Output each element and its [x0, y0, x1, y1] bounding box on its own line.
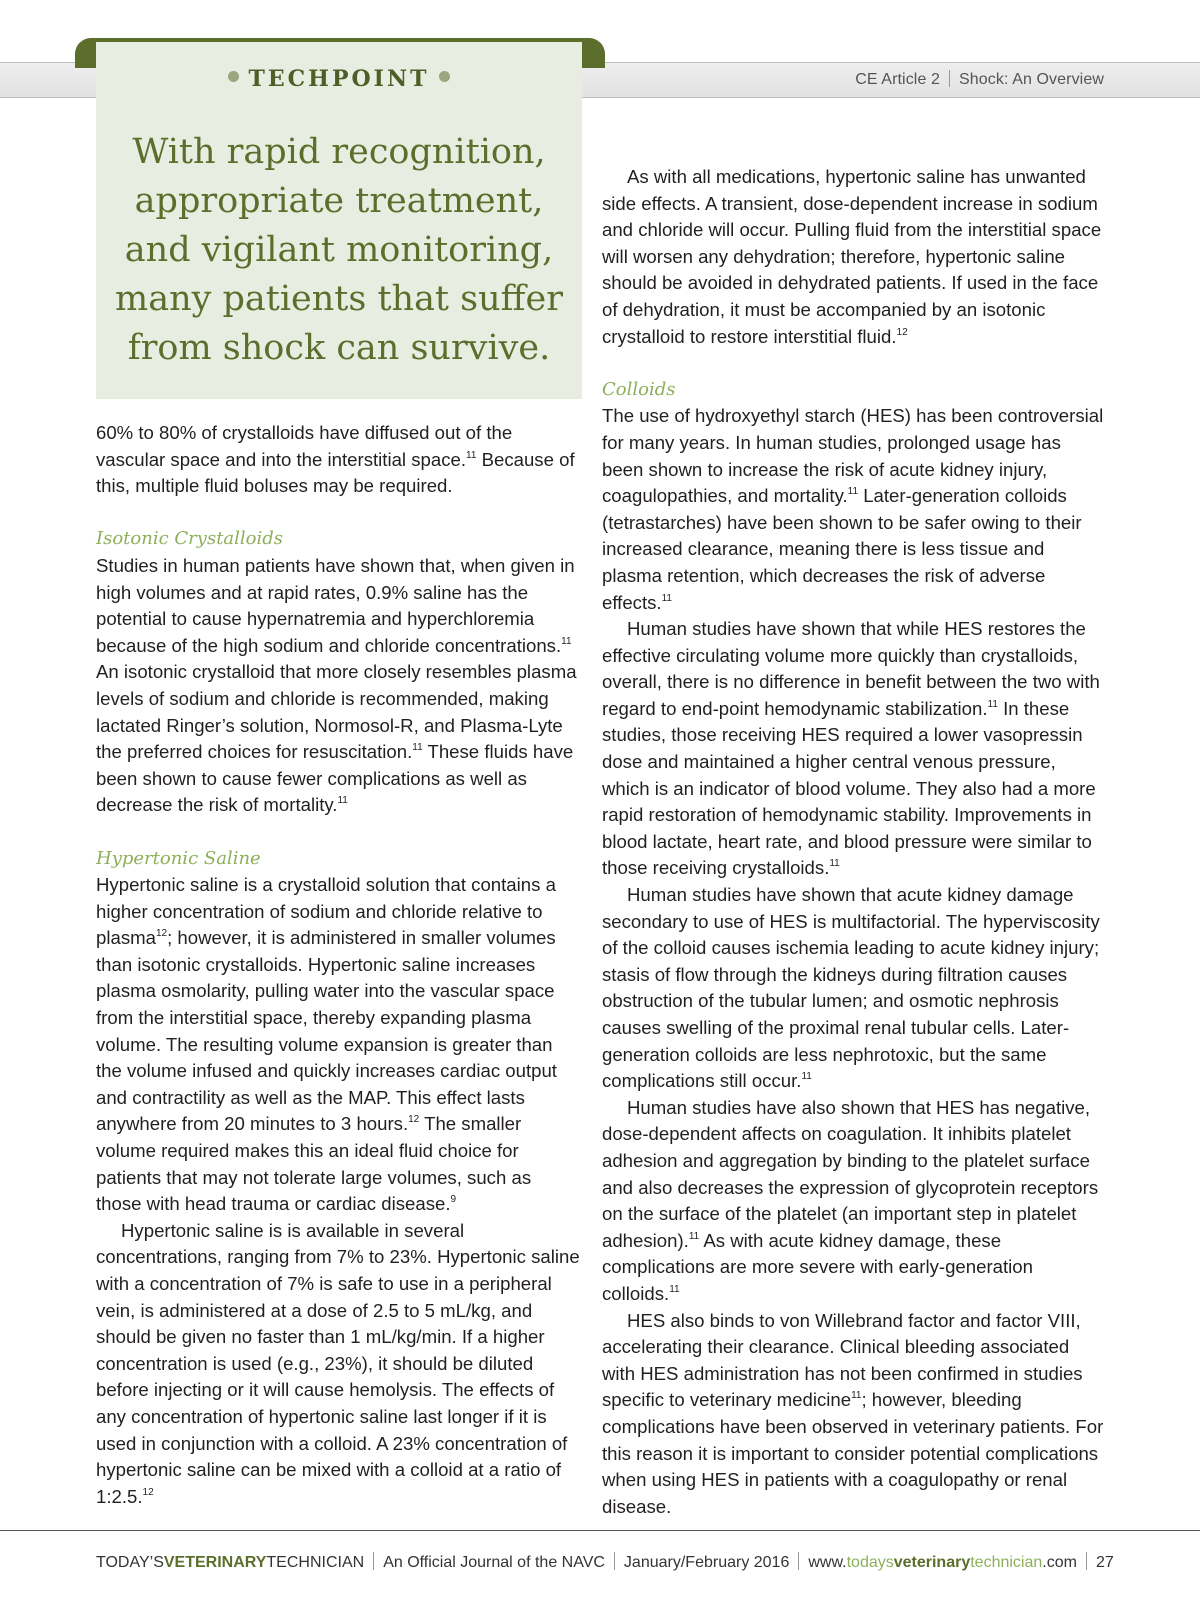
intro-paragraph: 60% to 80% of crystalloids have diffused out of the vascular space and into the interstitial space.$^{11}$ Because of this, multiple fluid boluses may be required.: [96, 422, 575, 497]
right-column: [602, 164, 1104, 1520]
bullet-dot-icon: [439, 71, 450, 82]
heading-hypertonic-saline: Hypertonic Saline: [96, 847, 261, 869]
colloids-paragraph-1: The use of hydroxyethyl starch (HES) has been controversial for many years. In human studies, prolonged usage has been shown to increase the risk of acute kidney injury, coagulopathies, and mortality.$^{11}$ Later-generation colloids (tetrastarches) have been shown to be safer owing to their increased clearance, meaning there is less tissue and plasma retention, which decreases the risk of adverse effects.$^{11}$: [602, 405, 1104, 613]
website-link[interactable]: www.todaysveterinarytechnician.com: [808, 1554, 1077, 1571]
header-article: CE Article 2: [855, 71, 941, 88]
footer-divider: [798, 1552, 799, 1570]
heading-isotonic-crystalloids: Isotonic Crystalloids: [96, 528, 284, 550]
quote-line: many patients that suffer: [115, 279, 563, 319]
side-effects-paragraph: As with all medications, hypertonic saline has unwanted side effects. A transient, dose-dependent increase in sodium and chloride will occur. Pulling fluid from the interstitial space will worsen any dehydration; therefore, hypertonic saline should be avoided in dehydrated patients. If used in the face of dehydration, it must be accompanied by an isotonic crystalloid to restore interstitial fluid.$^{12}$: [602, 166, 1102, 347]
quote-line: and vigilant monitoring,: [124, 230, 554, 270]
left-column: [96, 420, 580, 1510]
colloids-paragraph-2: Human studies have shown that while HES restores the effective circulating volume more quickly than crystalloids, overall, there is no difference in benefit between the two with regard to end-point hemodynamic stabilization.$^{11}$ In these studies, those receiving HES required a lower vasopressin dose and maintained a higher central venous pressure, which is an indicator of blood volume. They also had a more rapid restoration of hemodynamic stability. Improvements in blood lactate, heart rate, and blood pressure were similar to those receiving crystalloids.$^{11}$: [602, 618, 1100, 879]
journal-brand: TODAY’SVETERINARYTECHNICIAN: [96, 1554, 365, 1571]
issue-date: January/February 2016: [623, 1554, 790, 1571]
bullet-dot-icon: [228, 71, 239, 82]
quote-line: from shock can survive.: [127, 328, 551, 368]
running-header: [855, 70, 1104, 89]
quote-line: appropriate treatment,: [134, 181, 544, 221]
colloids-paragraph-3: Human studies have shown that acute kidney damage secondary to use of HES is multifactorial. The hyperviscosity of the colloid causes ischemia leading to acute kidney injury; stasis of flow through the kidneys during filtration causes obstruction of the tubular lumen; and osmotic nephrosis causes swelling of the proximal renal tubular cells. Later-generation colloids are less nephrotoxic, but the same complications still occur.$^{11}$: [602, 884, 1100, 1092]
hypertonic-paragraph-1: Hypertonic saline is a crystalloid solution that contains a higher concentration of sodium and chloride relative to plasma$^{12}$; however, it is administered in smaller volumes than isotonic crystalloids. Hypertonic saline increases plasma osmolarity, pulling water into the vascular space from the interstitial space, thereby expanding plasma volume. The resulting volume expansion is greater than the volume infused and quickly increases cardiac output and contractility as well as the MAP. This effect lasts anywhere from 20 minutes to 3 hours.$^{12}$ The smaller volume required makes this an ideal fluid choice for patients that may not tolerate large volumes, such as those with head trauma or cardiac disease.$^9$: [96, 874, 557, 1215]
pull-quote: [96, 128, 582, 373]
header-title: Shock: An Overview: [959, 71, 1104, 88]
page-number: 27: [1095, 1554, 1114, 1571]
footer-divider: [614, 1552, 615, 1570]
hypertonic-paragraph-2: Hypertonic saline is is available in several concentrations, ranging from 7% to 23%. Hypertonic saline with a concentration of 7% is safe to use in a peripheral vein, is administered at a dose of 2.5 to 5 mL/kg, and should be given no faster than 1 mL/kg/min. If a higher concentration is used (e.g., 23%), it should be diluted before injecting or it will cause hemolysis. The effects of any concentration of hypertonic saline last longer if it is used in conjunction with a colloid. A 23% concentration of hypertonic saline can be mixed with a colloid at a ratio of 1:2.5.12: [96, 1219, 580, 1507]
techpoint-label: [96, 66, 582, 92]
page-footer: [96, 1552, 1114, 1572]
techpoint-text: TECHPOINT: [248, 66, 430, 92]
colloids-paragraph-4: Human studies have also shown that HES has negative, dose-dependent affects on coagulation. It inhibits platelet adhesion and aggregation by binding to the platelet surface and also decreases the expression of glycoprotein receptors on the surface of the platelet (an important step in platelet adhesion).$^{11}$ As with acute kidney damage, these complications are more severe with early-generation colloids.$^{11}$: [602, 1096, 1099, 1304]
header-divider: [949, 70, 950, 87]
quote-line: With rapid recognition,: [132, 132, 546, 172]
techpoint-callout: [96, 42, 582, 399]
journal-tagline: An Official Journal of the NAVC: [383, 1554, 605, 1571]
footer-rule: [0, 1530, 1200, 1531]
isotonic-paragraph: Studies in human patients have shown that, when given in high volumes and at rapid rates, 0.9% saline has the potential to cause hypernatremia and hyperchloremia because of the high sodium and chloride concentrations.$^{11}$ An isotonic crystalloid that more closely resembles plasma levels of sodium and chloride is recommended, making lactated Ringer’s solution, Normosol-R, and Plasma-Lyte the preferred choices for resuscitation.$^{11}$ These fluids have been shown to cause fewer complications as well as decrease the risk of mortality.$^{11}$: [96, 554, 577, 816]
footer-divider: [373, 1552, 374, 1570]
heading-colloids: Colloids: [602, 378, 676, 400]
footer-divider: [1086, 1552, 1087, 1570]
colloids-paragraph-5: HES also binds to von Willebrand factor and factor VIII, accelerating their clearance. Clinical bleeding associated with HES administration has not been confirmed in studies specific to veterinary medicine$^{11}$; however, bleeding complications have been observed in veterinary patients. For this reason it is important to consider potential complications when using HES in patients with a coagulopathy or renal disease.: [602, 1309, 1104, 1517]
